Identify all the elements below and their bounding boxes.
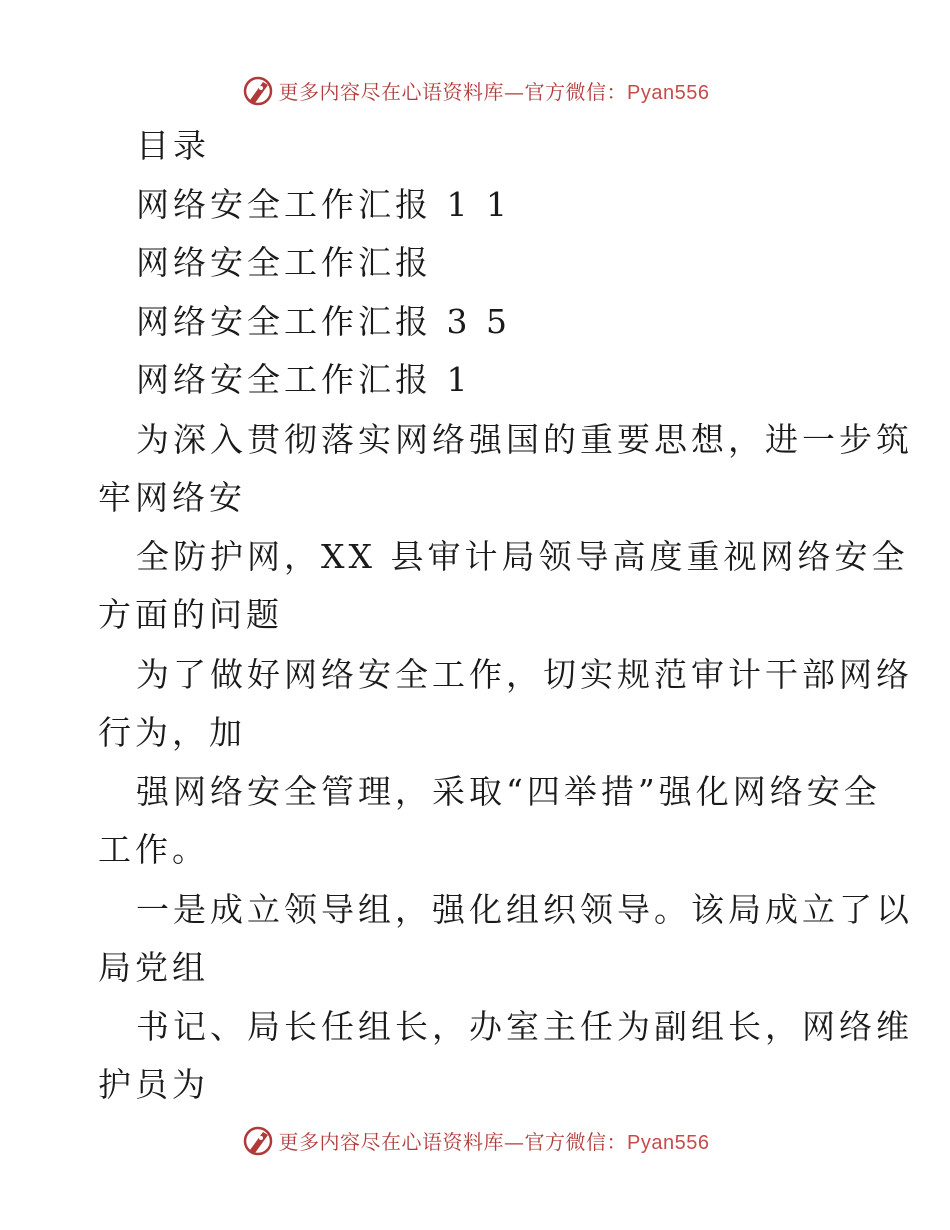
pen-nib-circle-icon (241, 73, 275, 107)
paragraph-line: 牢网络安 (98, 478, 246, 517)
toc-entry: 网络安全工作汇报 3 5 (136, 302, 511, 341)
paragraph-line: 方面的问题 (98, 595, 283, 634)
header-watermark (0, 70, 950, 110)
toc-heading: 目录 (136, 126, 210, 165)
paragraph-line: 全防护网，XX 县审计局领导高度重视网络安全 (136, 537, 909, 576)
toc-entry: 网络安全工作汇报 (136, 243, 432, 282)
footer-watermark (0, 1120, 950, 1160)
paragraph-line: 为深入贯彻落实网络强国的重要思想，进一步筑 (136, 420, 913, 459)
paragraph-line: 强网络安全管理，采取“四举措”强化网络安全 (136, 772, 881, 811)
toc-entry: 网络安全工作汇报 1 1 (136, 185, 511, 224)
paragraph-line: 工作。 (98, 830, 209, 869)
paragraph-line: 局党组 (98, 948, 209, 987)
watermark-text: 更多内容尽在心语资料库—官方微信：Pyan556 (278, 1129, 710, 1154)
toc-entry: 网络安全工作汇报 1 (136, 360, 472, 399)
paragraph-line: 行为，加 (98, 713, 246, 752)
paragraph-line: 一是成立领导组，强化组织领导。该局成立了以 (136, 890, 913, 929)
paragraph-line: 书记、局长任组长，办室主任为副组长，网络维 (136, 1007, 913, 1046)
paragraph-line: 为了做好网络安全工作，切实规范审计干部网络 (136, 655, 913, 694)
pen-nib-circle-icon (241, 1123, 275, 1157)
watermark-text: 更多内容尽在心语资料库—官方微信：Pyan556 (278, 79, 710, 104)
paragraph-line: 护员为 (98, 1065, 209, 1104)
